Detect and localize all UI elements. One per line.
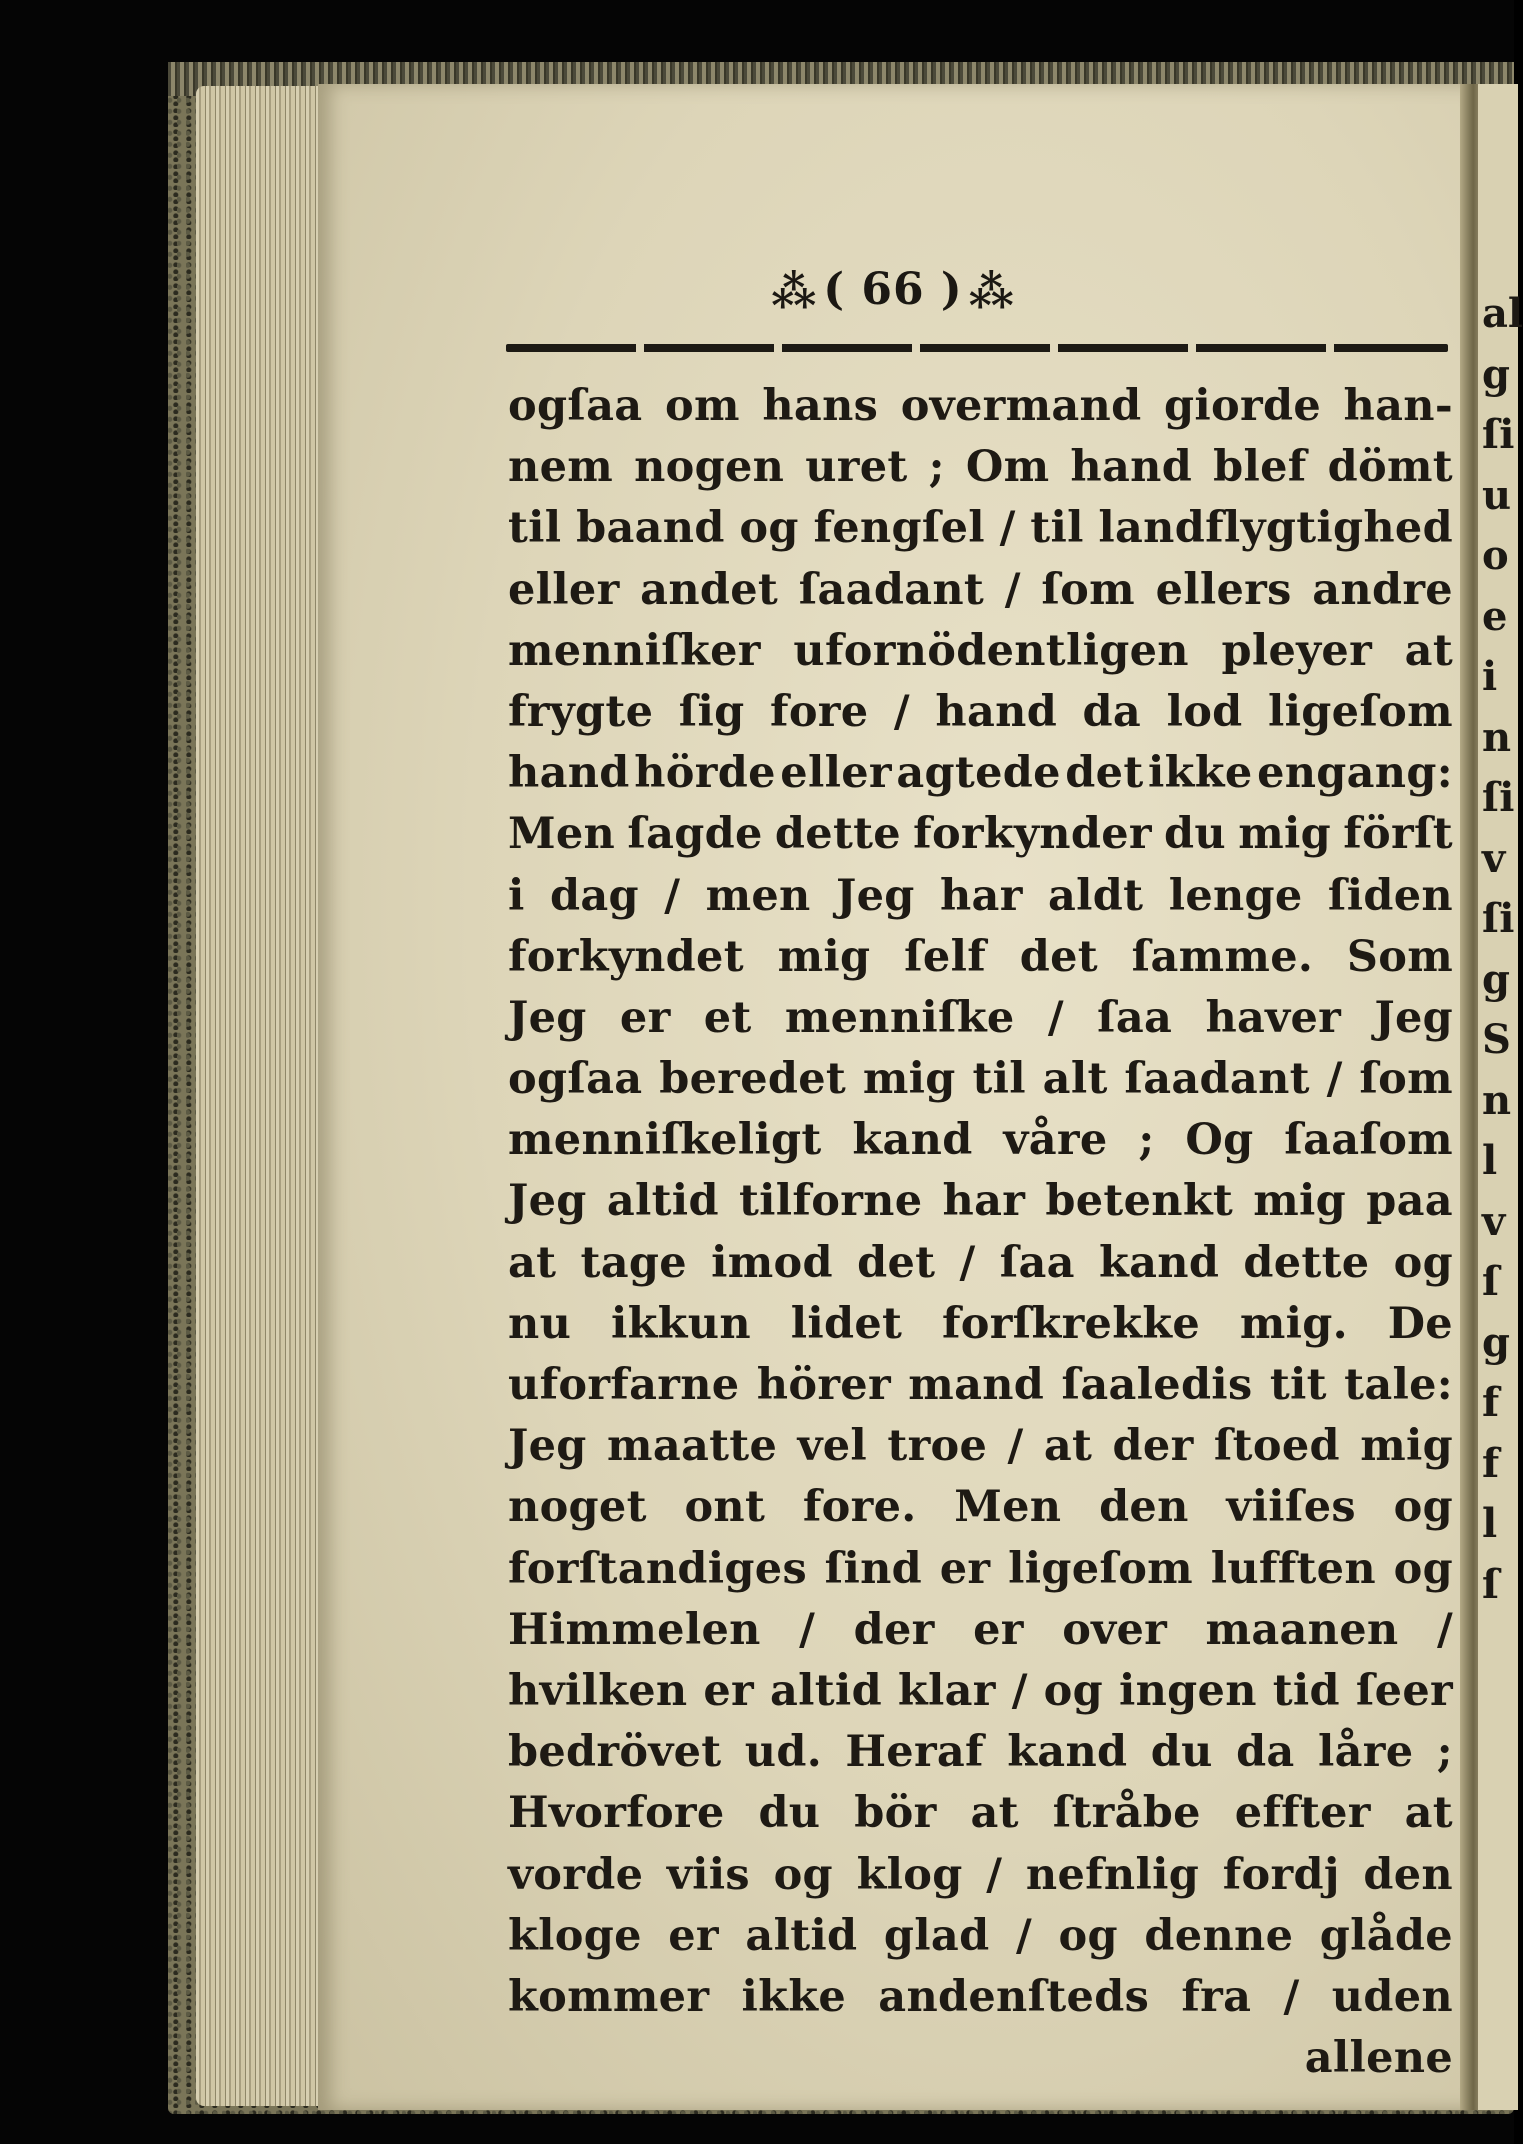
text-line: [508, 1539, 1453, 1600]
text-word: og: [1043, 1665, 1104, 1716]
text-word: förſt: [1343, 809, 1453, 860]
text-word: tale:: [1344, 1360, 1453, 1410]
text-word: den: [1363, 1849, 1453, 1900]
text-word: hörer: [756, 1360, 891, 1410]
text-word: /: [999, 503, 1016, 554]
text-word: lod: [1166, 686, 1243, 737]
text-word: effter: [1234, 1788, 1371, 1839]
text-word: /: [1047, 992, 1064, 1043]
text-word: ſelf: [904, 931, 987, 982]
text-word: /: [1015, 1910, 1032, 1961]
text-word: viis: [666, 1849, 750, 1900]
text-word: lufften: [1210, 1543, 1376, 1594]
text-word: mig: [1253, 1176, 1347, 1227]
text-word: ſind: [824, 1543, 923, 1594]
text-line: [508, 1967, 1453, 2028]
text-word: glad: [883, 1910, 990, 1961]
text-word: du: [1150, 1727, 1213, 1778]
text-word: ogſaa: [508, 1054, 643, 1105]
text-word: hörde: [634, 748, 776, 799]
text-word: aldt: [1048, 870, 1144, 921]
text-word: ſamme.: [1131, 931, 1314, 982]
text-word: ſaaſom: [1284, 1115, 1453, 1166]
text-word: fordj: [1222, 1849, 1340, 1900]
text-word: Om: [965, 442, 1050, 493]
text-word: De: [1387, 1298, 1453, 1349]
text-word: kand: [1007, 1727, 1128, 1778]
facing-text-fragment: e: [1482, 592, 1508, 640]
text-word: at: [1404, 625, 1453, 676]
text-word: andenſteds: [878, 1971, 1150, 2022]
text-word: har: [942, 1176, 1026, 1227]
text-word: er: [939, 1543, 991, 1594]
text-line: [508, 437, 1453, 498]
text-word: agtede: [896, 748, 1061, 799]
text-word: hans: [762, 381, 879, 431]
text-word: vel: [797, 1421, 868, 1472]
text-word: fore.: [802, 1482, 917, 1533]
text-word: uret: [805, 442, 908, 493]
text-word: til: [972, 1054, 1026, 1105]
text-word: hvilken: [508, 1665, 688, 1716]
text-line: [508, 1600, 1453, 1661]
text-word: mand: [908, 1360, 1045, 1410]
text-word: det: [857, 1237, 936, 1288]
text-word: Hvorfore: [508, 1788, 725, 1839]
text-word: mig: [862, 1054, 956, 1105]
text-word: og: [739, 503, 799, 554]
text-word: Men: [508, 809, 616, 860]
facing-text-fragment: f: [1482, 1379, 1500, 1426]
text-word: lidet: [790, 1298, 903, 1349]
text-word: at: [1404, 1788, 1453, 1839]
facing-text-fragment: ſi: [1482, 774, 1515, 821]
text-word: mig: [1360, 1421, 1453, 1472]
text-word: glåde: [1319, 1910, 1453, 1961]
text-word: forſkrekke: [941, 1298, 1201, 1349]
text-word: hand: [508, 748, 630, 799]
text-word: at: [508, 1237, 557, 1288]
text-word: lenge: [1168, 870, 1303, 921]
text-word: ſaadant: [798, 564, 985, 615]
text-word: ſtoed: [1213, 1421, 1340, 1472]
text-word: frygte: [508, 686, 654, 737]
text-word: uden: [1331, 1971, 1453, 2022]
facing-text-fragment: l: [1482, 1500, 1498, 1547]
text-line: [508, 743, 1453, 804]
text-word: maanen: [1205, 1604, 1399, 1655]
text-word: hand: [1070, 442, 1193, 493]
facing-text-fragment: n: [1482, 713, 1512, 761]
text-word: til: [508, 503, 562, 554]
text-line: [508, 866, 1453, 927]
text-line: [508, 1171, 1453, 1232]
text-word: /: [664, 870, 681, 921]
text-word: kand: [852, 1115, 973, 1166]
text-word: viiſes: [1226, 1482, 1356, 1533]
text-word: vorde: [508, 1849, 644, 1900]
text-word: forkyndet: [508, 931, 744, 982]
text-word: Heraf: [845, 1727, 984, 1778]
text-word: Jeg: [835, 870, 915, 921]
text-word: er: [973, 1604, 1024, 1655]
text-word: da: [1082, 686, 1142, 737]
text-word: /: [1326, 1054, 1343, 1105]
text-word: imod: [711, 1237, 833, 1288]
facing-text-fragment: ſ: [1482, 1258, 1500, 1305]
text-word: /: [799, 1604, 816, 1655]
text-word: paa: [1366, 1176, 1453, 1227]
text-word: Jeg: [508, 1176, 587, 1227]
text-word: altid: [769, 1665, 882, 1716]
text-word: engang:: [1257, 748, 1453, 799]
text-word: fore: [770, 686, 869, 737]
text-word: dömt: [1327, 442, 1453, 493]
text-word: du: [758, 1788, 821, 1839]
facing-text-fragment: v: [1482, 1197, 1506, 1245]
text-word: beredet: [659, 1054, 847, 1105]
text-line: [508, 988, 1453, 1049]
text-word: ligeſom: [1268, 686, 1453, 737]
text-word: har: [939, 870, 1023, 921]
book-page: [318, 84, 1468, 2110]
text-word: giorde: [1164, 381, 1321, 431]
facing-text-fragment: i: [1482, 653, 1498, 700]
text-word: bedrövet: [508, 1727, 722, 1778]
text-word: mig: [777, 931, 871, 982]
text-word: altid: [606, 1176, 719, 1227]
text-word: alt: [1042, 1054, 1108, 1105]
text-word: du: [1164, 809, 1226, 860]
facing-text-fragment: o: [1482, 532, 1509, 579]
facing-text-fragment: g: [1482, 1318, 1510, 1366]
text-word: våre: [1003, 1115, 1108, 1166]
text-word: og: [1393, 1482, 1453, 1533]
facing-page: [1478, 84, 1523, 2110]
facing-text-fragment: v: [1482, 834, 1506, 882]
text-word: et: [703, 992, 752, 1043]
text-word: Jeg: [1374, 992, 1453, 1043]
text-word: ſaadant: [1124, 1054, 1310, 1105]
text-word: ſig: [678, 686, 745, 737]
text-word: Men: [954, 1482, 1062, 1533]
text-word: menniſker: [508, 625, 761, 676]
facing-text-fragment: S: [1482, 1016, 1511, 1063]
text-line: [508, 1049, 1453, 1110]
text-word: ;: [928, 442, 945, 493]
text-line: [508, 1294, 1453, 1355]
text-word: baand: [576, 503, 725, 554]
text-word: landflygtighed: [1098, 503, 1453, 554]
text-word: /: [986, 1849, 1003, 1900]
text-word: uforfarne: [508, 1360, 740, 1410]
text-word: nefnlig: [1025, 1849, 1200, 1900]
text-word: ſaaledis: [1061, 1360, 1253, 1410]
facing-text-fragment: f: [1482, 1439, 1500, 1487]
text-word: og: [1058, 1910, 1118, 1961]
text-word: ;: [1138, 1115, 1155, 1166]
facing-text-fragment: al: [1482, 290, 1523, 337]
text-word: ud.: [744, 1727, 822, 1778]
text-word: /: [1007, 1421, 1024, 1472]
text-word: /: [1004, 564, 1021, 615]
text-word: klar: [897, 1665, 996, 1716]
text-word: ikkun: [610, 1298, 751, 1349]
text-word: maatte: [607, 1421, 778, 1472]
text-word: og: [773, 1849, 833, 1900]
text-word: mig: [1238, 809, 1331, 860]
text-word: klog: [856, 1849, 963, 1900]
text-word: nogen: [634, 442, 785, 493]
text-line: [508, 1416, 1453, 1477]
text-line: [508, 1783, 1453, 1844]
text-word: at: [970, 1788, 1019, 1839]
text-word: tit: [1269, 1360, 1327, 1410]
text-word: mig.: [1239, 1298, 1348, 1349]
text-word: ſaa: [999, 1237, 1075, 1288]
text-word: andre: [1312, 564, 1453, 615]
text-word: overmand: [900, 381, 1142, 431]
text-word: det: [1065, 748, 1144, 799]
text-word: /: [893, 686, 910, 737]
text-word: Jeg: [508, 1421, 587, 1472]
text-word: dette: [1243, 1237, 1370, 1288]
text-line: [508, 1355, 1453, 1416]
text-line: [508, 1845, 1453, 1906]
catchword: [508, 2028, 1453, 2089]
text-line: [508, 682, 1453, 743]
text-word: pleyer: [1221, 625, 1373, 676]
text-word: /: [1436, 1604, 1453, 1655]
text-line: [508, 621, 1453, 682]
text-word: ikke: [741, 1971, 847, 2022]
text-word: Som: [1346, 931, 1453, 982]
facing-page-text: [1478, 284, 1523, 1615]
text-word: ikke: [1148, 748, 1253, 799]
text-word: blef: [1213, 442, 1307, 493]
header-rule: [506, 344, 1448, 352]
text-word: han-: [1343, 381, 1453, 431]
text-word: fra: [1181, 1971, 1252, 2022]
text-word: ſom: [1359, 1054, 1453, 1105]
page-number: ( 66 ): [823, 264, 963, 315]
text-word: men: [705, 870, 811, 921]
text-word: den: [1099, 1482, 1189, 1533]
text-word: tid: [1272, 1665, 1340, 1716]
text-word: ;: [1436, 1727, 1453, 1778]
text-word: kloge: [508, 1910, 642, 1961]
text-word: betenkt: [1045, 1176, 1234, 1227]
text-word: eller: [780, 748, 892, 799]
text-line: [508, 1906, 1453, 1967]
facing-text-fragment: g: [1482, 955, 1510, 1003]
text-word: tage: [580, 1237, 687, 1288]
text-word: /: [1283, 1971, 1300, 2022]
text-word: er: [703, 1665, 755, 1716]
text-word: nu: [508, 1298, 572, 1349]
facing-text-fragment: l: [1482, 1137, 1498, 1184]
text-word: ſeer: [1355, 1665, 1453, 1716]
text-word: tilforne: [738, 1176, 923, 1227]
text-word: og: [1393, 1543, 1453, 1594]
text-word: fengſel: [813, 503, 985, 554]
text-word: og: [1393, 1237, 1453, 1288]
text-word: ligeſom: [1008, 1543, 1193, 1594]
text-word: kand: [1099, 1237, 1220, 1288]
facing-text-fragment: g: [1482, 350, 1510, 398]
text-word: hand: [935, 686, 1058, 737]
text-word: da: [1236, 1727, 1295, 1778]
text-word: altid: [745, 1910, 858, 1961]
body-text: [508, 376, 1453, 2089]
text-word: i: [508, 870, 525, 921]
text-word: /: [959, 1237, 976, 1288]
text-word: ingen: [1118, 1665, 1257, 1716]
text-word: /: [1011, 1665, 1028, 1716]
facing-text-fragment: ſi: [1482, 895, 1515, 942]
facing-text-fragment: n: [1482, 1076, 1512, 1124]
text-line: [508, 1110, 1453, 1171]
text-word: forkynder: [913, 809, 1152, 860]
facing-text-fragment: ſ: [1482, 1560, 1500, 1608]
text-word: det: [1019, 931, 1098, 982]
text-word: til: [1030, 503, 1084, 554]
text-word: der: [853, 1604, 935, 1655]
text-word: nem: [508, 442, 614, 493]
text-word: er: [668, 1910, 719, 1961]
text-line: [508, 804, 1453, 865]
text-word: ogſaa: [508, 381, 643, 431]
text-word: ont: [684, 1482, 766, 1533]
text-word: ſagde: [627, 809, 763, 860]
text-word: ufornödentligen: [793, 625, 1189, 676]
text-word: der: [1112, 1421, 1194, 1472]
text-word: denne: [1144, 1910, 1294, 1961]
text-word: menniſke: [784, 992, 1015, 1043]
text-word: kommer: [508, 1971, 710, 2022]
text-word: ſom: [1041, 564, 1135, 615]
text-line: [508, 560, 1453, 621]
text-word: er: [619, 992, 671, 1043]
facing-text-fragment: ſi: [1482, 411, 1515, 458]
text-line: [508, 927, 1453, 988]
text-line: [508, 1661, 1453, 1722]
header-ornament-right-icon: ⁂: [968, 267, 1015, 318]
text-word: troe: [887, 1421, 988, 1472]
text-line: [508, 498, 1453, 559]
text-word: eller: [508, 564, 620, 615]
page-header: [318, 264, 1468, 318]
text-word: menniſkeligt: [508, 1115, 822, 1166]
text-word: Himmelen: [508, 1604, 761, 1655]
text-word: Jeg: [508, 992, 587, 1043]
text-word: låre: [1317, 1727, 1414, 1778]
text-word: at: [1043, 1421, 1093, 1472]
text-word: om: [665, 381, 740, 431]
page-edges: [196, 86, 326, 2106]
catchword-text: allene: [1304, 2033, 1453, 2084]
header-ornament-left-icon: ⁂: [771, 267, 818, 318]
text-word: dette: [774, 809, 901, 860]
text-word: dag: [549, 870, 639, 921]
facing-text-fragment: u: [1482, 471, 1512, 519]
text-word: ellers: [1155, 564, 1292, 615]
text-line: [508, 376, 1453, 437]
text-line: [508, 1722, 1453, 1783]
text-word: ſtråbe: [1052, 1788, 1201, 1839]
text-word: bör: [854, 1788, 937, 1839]
text-word: noget: [508, 1482, 647, 1533]
text-word: andet: [640, 564, 779, 615]
text-word: haver: [1205, 992, 1342, 1043]
text-word: forſtandiges: [508, 1543, 807, 1594]
text-word: ſiden: [1327, 870, 1453, 921]
text-word: Og: [1185, 1115, 1254, 1166]
text-line: [508, 1477, 1453, 1538]
text-line: [508, 1233, 1453, 1294]
text-word: ſaa: [1097, 992, 1173, 1043]
text-word: over: [1062, 1604, 1168, 1655]
